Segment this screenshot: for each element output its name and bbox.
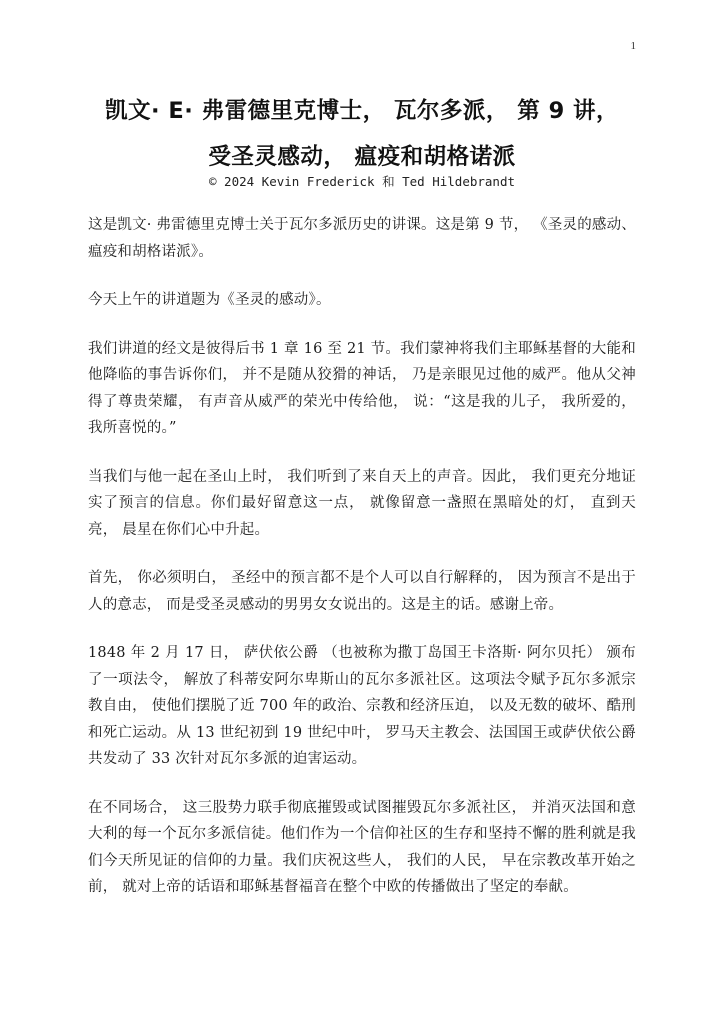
paragraph-scripture-1: 我们讲道的经文是彼得后书 1 章 16 至 21 节。我们蒙神将我们主耶稣基督的大能和他降临的事告诉你们， 并不是随从狡猾的神话， 乃是亲眼见过他的威严。他从父神得了尊贵荣耀， 有声音从威严的荣光中传给他， 说：“这是我的儿子， 我所爱的， 我所喜悦的。” [88, 340, 636, 436]
page-number: 1 [630, 40, 636, 52]
paragraph-history-survival: 在不同场合， 这三股势力联手彻底摧毁或试图摧毁瓦尔多派社区， 并消灭法国和意大利的每一个瓦尔多派信徒。他们作为一个信仰社区的生存和坚持不懈的胜利就是我们今天所见证的信仰的力量。我们庆祝这些人， 我们的人民， 早在宗教改革开始之前， 就对上帝的话语和耶稣基督福音在整个中欧的传播做出了坚定的奉献。 [88, 799, 636, 895]
copyright-notice: © 2024 Kevin Frederick 和 Ted Hildebrandt [209, 174, 515, 189]
document-header [0, 88, 724, 190]
document-title-line-2: 受圣灵感动， 瘟疫和胡格诺派 [208, 144, 516, 170]
paragraph-intro: 这是凯文· 弗雷德里克博士关于瓦尔多派历史的讲课。这是第 9 节， 《圣灵的感动、瘟疫和胡格诺派》。 [88, 217, 636, 260]
paragraph-history-1848: 1848 年 2 月 17 日， 萨伏依公爵 （也被称为撒丁岛国王卡洛斯· 阿尔贝托） 颁布了一项法令， 解放了科蒂安阿尔卑斯山的瓦尔多派社区。这项法令赋予瓦尔多派宗教自由， 使他们摆脱了近 700 年的政治、宗教和经济压迫， 以及无数的破坏、酷刑和死亡运动。从 13 世纪初到 19 世纪中叶， 罗马天主教会、法国国王或萨伏依公爵共发动了 33 次针对瓦尔多派的迫害运动。 [88, 645, 636, 767]
document-body [88, 212, 636, 923]
paragraph-scripture-3: 首先， 你必须明白， 圣经中的预言都不是个人可以自行解释的， 因为预言不是出于人的意志， 而是受圣灵感动的男男女女说出的。这是主的话。感谢上帝。 [88, 570, 636, 613]
paragraph-sermon-title: 今天上午的讲道题为《圣灵的感动》。 [88, 292, 331, 308]
document-title-line-1: 凯文· E· 弗雷德里克博士， 瓦尔多派， 第 9 讲， [104, 98, 620, 124]
paragraph-scripture-2: 当我们与他一起在圣山上时， 我们听到了来自天上的声音。因此， 我们更充分地证实了预言的信息。你们最好留意这一点， 就像留意一盏照在黑暗处的灯， 直到天亮， 晨星在你们心中升起。 [88, 468, 636, 538]
